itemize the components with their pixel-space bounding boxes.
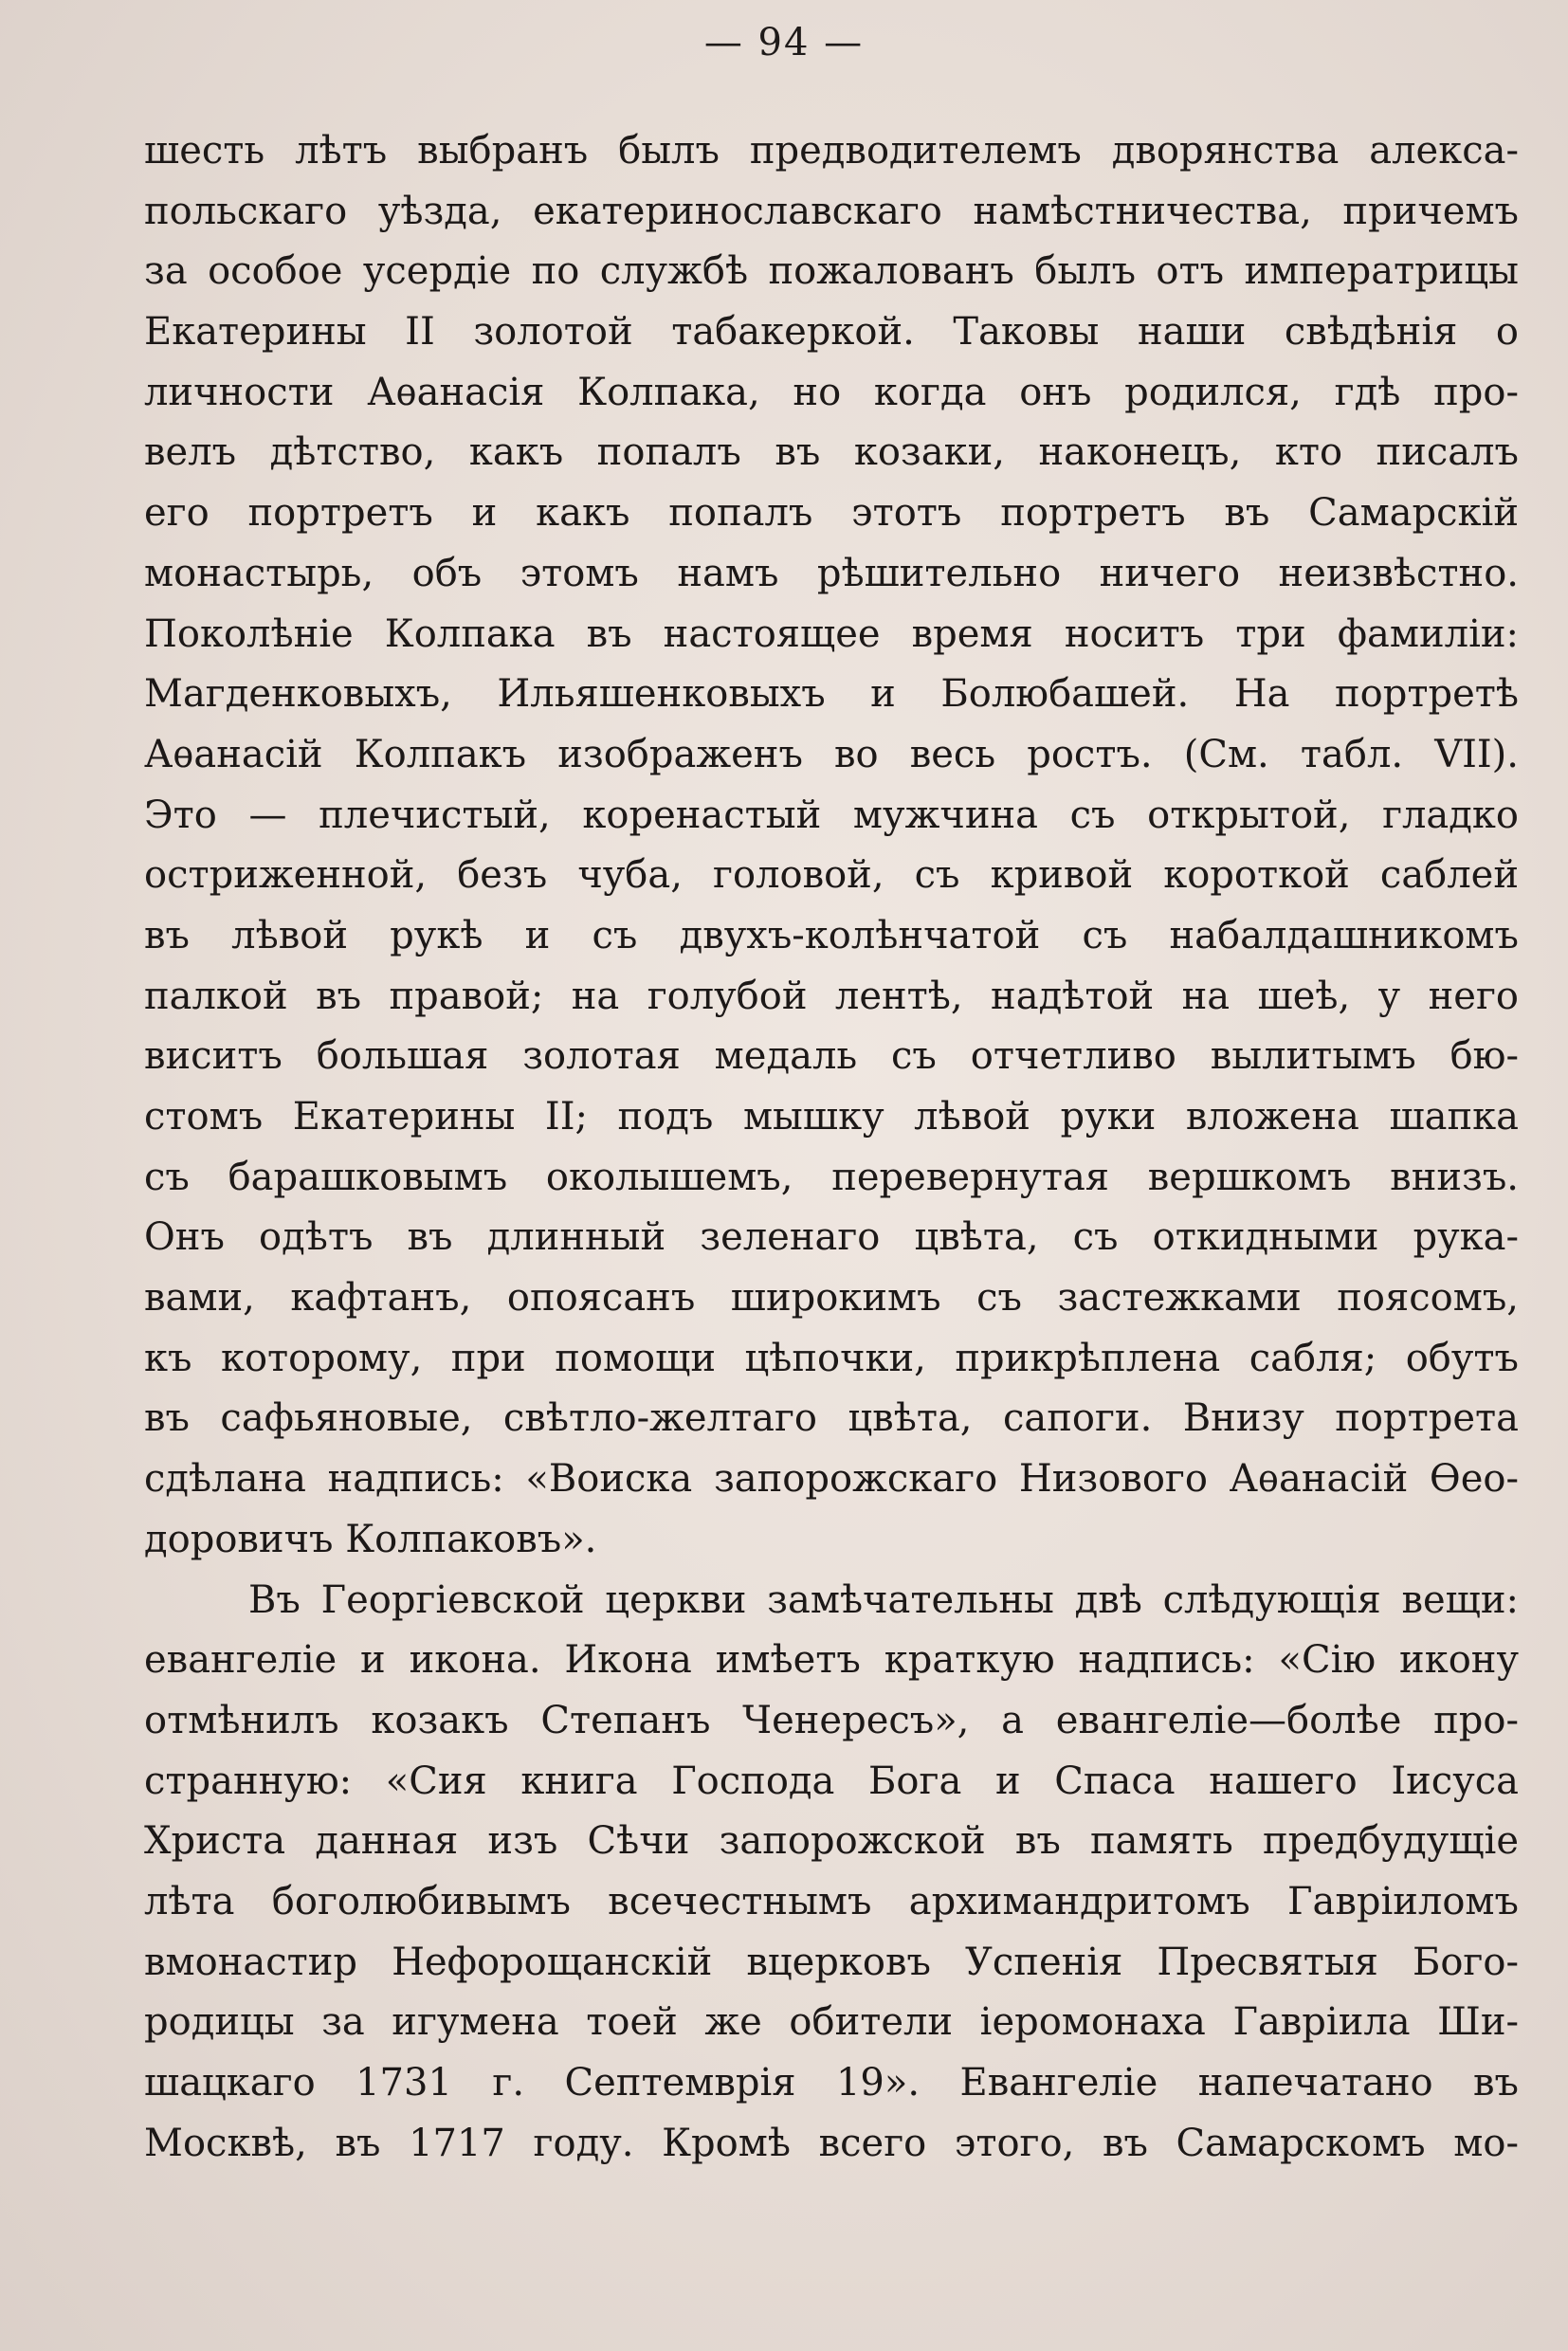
text-line: Аѳанасій Колпакъ изображенъ во весь ростъ. (См. табл. VII). xyxy=(144,732,1519,776)
text-line: къ которому, при помощи цѣпочки, прикрѣплена сабля; обутъ xyxy=(144,1336,1519,1380)
text-line: стомъ Екатерины II; подъ мышку лѣвой руки вложена шапка xyxy=(144,1095,1519,1139)
text-line: шацкаго 1731 г. Септемврія 19». Евангеліе напечатано въ xyxy=(144,2061,1519,2105)
text-line: Христа данная изъ Сѣчи запорожской въ память предбудущіе xyxy=(144,1819,1519,1864)
text-line: Поколѣніе Колпака въ настоящее время носитъ три фамиліи: xyxy=(144,611,1519,656)
paragraph-end-line: доровичъ Колпаковъ». xyxy=(144,1517,597,1561)
text-line: Екатерины II золотой табакеркой. Таковы наши свѣдѣнія о xyxy=(144,310,1519,355)
paragraph-first-line: Въ Георгіевской церкви замѣчательны двѣ слѣдующія вещи: xyxy=(248,1577,1519,1622)
text-line: Онъ одѣтъ въ длинный зеленаго цвѣта, съ откидными рука- xyxy=(144,1215,1519,1260)
text-line: Это — плечистый, коренастый мужчина съ открытой, гладко xyxy=(144,793,1519,837)
text-line: личности Аѳанасія Колпака, но когда онъ родился, гдѣ про- xyxy=(144,370,1519,414)
text-line: велъ дѣтство, какъ попалъ въ козаки, наконецъ, кто писалъ xyxy=(144,430,1519,475)
text-line: лѣта боголюбивымъ всечестнымъ архимандритомъ Гавріиломъ xyxy=(144,1879,1519,1923)
text-line: Москвѣ, въ 1717 году. Кромѣ всего этого, въ Самарскомъ мо- xyxy=(144,2121,1519,2165)
text-line: палкой въ правой; на голубой лентѣ, надѣтой на шеѣ, у него xyxy=(144,974,1519,1018)
page-text xyxy=(144,121,1519,2174)
text-line: польскаго уѣзда, екатеринославскаго намѣстничества, причемъ xyxy=(144,189,1519,233)
text-line: странную: «Сия книга Господа Бога и Спаса нашего Іисуса xyxy=(144,1759,1519,1803)
page-number: — 94 — xyxy=(703,21,865,64)
text-line: родицы за игумена тоей же обители іеромонаха Гавріила Ши- xyxy=(144,2000,1519,2045)
text-line: въ лѣвой рукѣ и съ двухъ-колѣнчатой съ набалдашникомъ xyxy=(144,913,1519,957)
text-line: сдѣлана надпись: «Воиска запорожскаго Низового Аѳанасій Ѳео- xyxy=(144,1457,1519,1502)
text-line: остриженной, безъ чуба, головой, съ кривой короткой саблей xyxy=(144,853,1519,898)
text-line: монастырь, объ этомъ намъ рѣшительно ничего неизвѣстно. xyxy=(144,551,1519,595)
text-line: вами, кафтанъ, опоясанъ широкимъ съ застежками поясомъ, xyxy=(144,1276,1519,1321)
text-line: виситъ большая золотая медаль съ отчетливо вылитымъ бю- xyxy=(144,1034,1519,1079)
text-line: съ барашковымъ околышемъ, перевернутая вершкомъ внизъ. xyxy=(144,1155,1519,1199)
text-line: Магденковыхъ, Ильяшенковыхъ и Болюбашей. На портретѣ xyxy=(144,672,1519,717)
text-line: евангеліе и икона. Икона имѣетъ краткую надпись: «Сію икону xyxy=(144,1638,1519,1683)
text-line: за особое усердіе по службѣ пожалованъ былъ отъ императрицы xyxy=(144,249,1519,294)
text-line: въ сафьяновые, свѣтло-желтаго цвѣта, сапоги. Внизу портрета xyxy=(144,1396,1519,1441)
text-line: его портретъ и какъ попалъ этотъ портретъ въ Самарскій xyxy=(144,491,1519,536)
text-line: вмонастир Нефорощанскій вцерковъ Успенія Пресвятыя Бого- xyxy=(144,1940,1519,1984)
text-line: отмѣнилъ козакъ Степанъ Ченересъ», а евангеліе—болѣе про- xyxy=(144,1698,1519,1742)
text-line: шесть лѣтъ выбранъ былъ предводителемъ дворянства алекса- xyxy=(144,129,1519,173)
